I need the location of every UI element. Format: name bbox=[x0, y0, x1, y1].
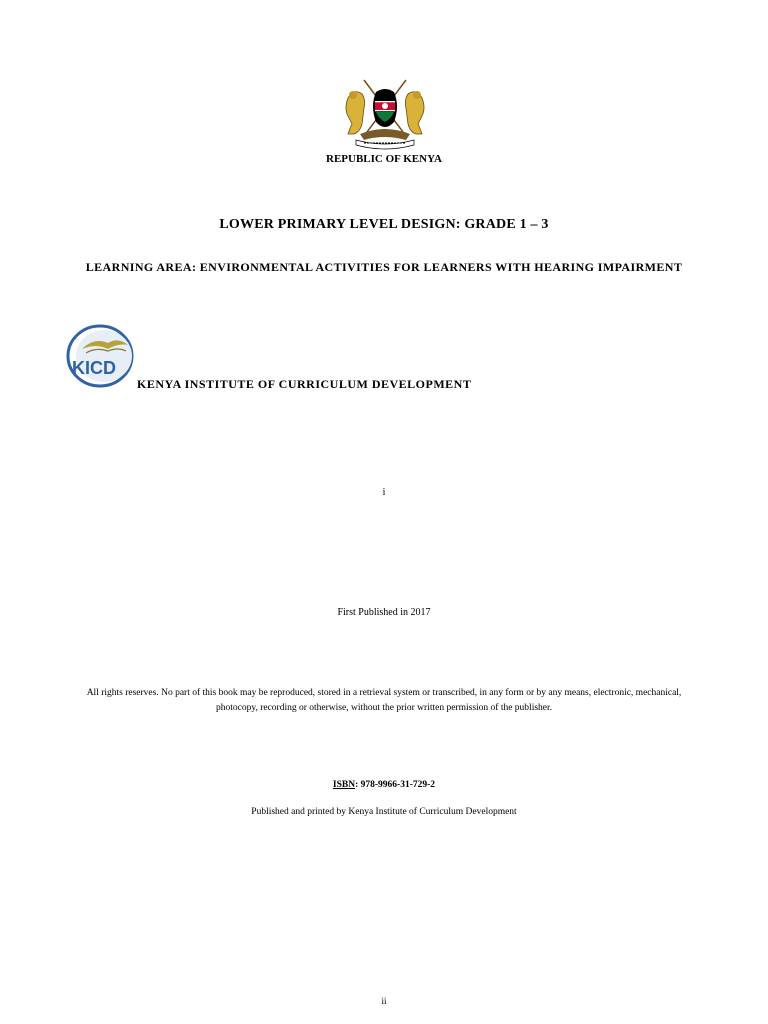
document-title: LOWER PRIMARY LEVEL DESIGN: GRADE 1 – 3 bbox=[219, 217, 549, 232]
learning-area-heading: LEARNING AREA: ENVIRONMENTAL ACTIVITIES FOR LEARNERS WITH HEARING IMPAIRMENT bbox=[85, 260, 683, 274]
republic-of-kenya-heading: REPUBLIC OF KENYA bbox=[326, 153, 442, 165]
copyright-notice bbox=[60, 686, 708, 716]
copyright-line-1: All rights reserves. No part of this book may be reproduced, stored in a retrieval system or transcribed, in any form or by any means, electronic, mechanical, bbox=[86, 688, 682, 698]
isbn-label: ISBN bbox=[332, 780, 356, 790]
first-published-note: First Published in 2017 bbox=[337, 607, 431, 618]
institute-name: KENYA INSTITUTE OF CURRICULUM DEVELOPMENT bbox=[137, 377, 472, 391]
page-number-ii: ii bbox=[381, 996, 387, 1006]
kicd-logo-text: KICD bbox=[72, 358, 116, 378]
isbn bbox=[0, 780, 768, 790]
publisher-note: Published and printed by Kenya Institute of Curriculum Development bbox=[251, 807, 517, 817]
kicd-logo bbox=[66, 323, 136, 389]
page-number-i: i bbox=[382, 487, 386, 498]
copyright-line-2: photocopy, recording or otherwise, without the prior written permission of the publisher. bbox=[215, 703, 553, 713]
coat-of-arms-logo bbox=[342, 76, 428, 150]
isbn-value: : 978-9966-31-729-2 bbox=[355, 780, 436, 790]
